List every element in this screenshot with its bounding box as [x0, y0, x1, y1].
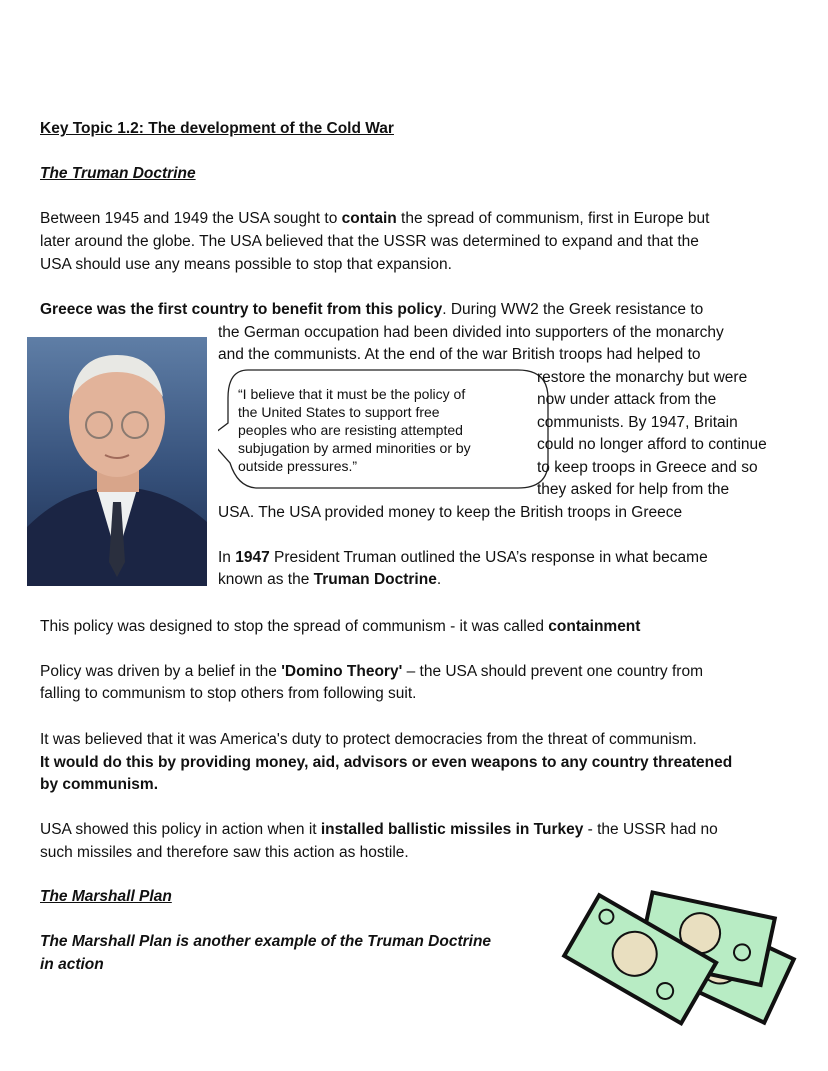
text-segment: could no longer afford to continue: [537, 436, 767, 453]
body-text-line: [40, 843, 409, 863]
text-segment: In: [218, 549, 236, 566]
body-text-line: [40, 617, 640, 637]
text-segment: - the USSR had no: [583, 821, 718, 838]
text-segment: – the USA should prevent one country from: [402, 663, 703, 680]
body-text-line: [537, 390, 716, 410]
text-segment: . During WW2 the Greek resistance to: [442, 301, 704, 318]
body-text-line: [40, 662, 703, 682]
text-segment: This policy was designed to stop the spread of communism - it was called: [40, 618, 549, 635]
body-text-line: [40, 775, 158, 795]
body-text-line: [218, 323, 724, 343]
text-segment: installed ballistic missiles in Turkey: [320, 821, 584, 838]
body-text-line: [40, 932, 491, 952]
text-segment: and the communists. At the end of the war British troops had helped to: [218, 346, 701, 363]
text-segment: Greece was the first country to benefit from this policy: [40, 301, 443, 318]
text-segment: now under attack from the: [537, 391, 717, 408]
body-text-line: [40, 300, 703, 320]
truman-portrait: [27, 337, 207, 586]
text-segment: communists. By 1947, Britain: [537, 414, 738, 431]
text-segment: The Marshall Plan is another example of the Truman Doctrine: [40, 933, 492, 950]
text-segment: Policy was driven by a belief in the: [40, 663, 282, 680]
text-segment: such missiles and therefore saw this action as hostile.: [40, 844, 409, 861]
text-segment: known as the: [218, 571, 314, 588]
body-text-line: [537, 435, 767, 455]
body-text-line: [40, 684, 416, 704]
body-text-line: [218, 345, 701, 365]
body-text-line: [40, 820, 718, 840]
section-title-marshall-plan: The Marshall Plan: [40, 888, 172, 905]
quote-line: outside pressures.”: [238, 458, 358, 474]
section-title-truman-doctrine: The Truman Doctrine: [40, 165, 196, 182]
text-segment: 1947: [235, 549, 270, 566]
text-segment: to keep troops in Greece and so: [537, 459, 758, 476]
body-text-line: [40, 232, 699, 252]
text-segment: by communism.: [40, 776, 158, 793]
quote-line: “I believe that it must be the policy of: [238, 386, 466, 402]
text-segment: in action: [40, 956, 104, 973]
text-segment: USA. The USA provided money to keep the British troops in Greece: [218, 504, 683, 521]
text-segment: later around the globe. The USA believed that the USSR was determined to expand and that the: [40, 233, 699, 250]
text-segment: restore the monarchy but were: [537, 369, 748, 386]
body-text-line: [537, 413, 738, 433]
text-segment: It would do this by providing money, aid, advisors or even weapons to any country threatened: [40, 754, 733, 771]
text-segment: President Truman outlined the USA’s response in what became: [269, 549, 708, 566]
body-text-line: [218, 548, 708, 568]
text-segment: they asked for help from the: [537, 481, 730, 498]
body-text-line: [537, 368, 747, 388]
text-segment: the spread of communism, first in Europe but: [396, 210, 710, 227]
body-text-line: [40, 955, 104, 975]
body-text-line: [537, 458, 758, 478]
text-segment: USA showed this policy in action when it: [40, 821, 321, 838]
text-segment: Between 1945 and 1949 the USA sought to: [40, 210, 342, 227]
text-segment: Truman Doctrine: [313, 571, 437, 588]
text-segment: contain: [341, 210, 397, 227]
quote-line: peoples who are resisting attempted: [238, 422, 463, 438]
body-text-line: [537, 480, 729, 500]
text-segment: USA should use any means possible to stop that expansion.: [40, 256, 452, 273]
body-text-line: [40, 753, 732, 773]
text-segment: falling to communism to stop others from following suit.: [40, 685, 417, 702]
body-text-line: [40, 730, 697, 750]
text-segment: containment: [548, 618, 641, 635]
body-text-line: [40, 255, 452, 275]
quote-line: the United States to support free: [238, 404, 440, 420]
text-segment: 'Domino Theory': [281, 663, 403, 680]
body-text-line: [218, 570, 441, 590]
text-segment: the German occupation had been divided into supporters of the monarchy: [218, 324, 724, 341]
quote-line: subjugation by armed minorities or by: [238, 440, 471, 456]
money-clipart: [558, 888, 798, 1038]
page-heading: Key Topic 1.2: The development of the Cold War: [40, 120, 394, 137]
text-segment: It was believed that it was America's duty to protect democracies from the threat of communism.: [40, 731, 697, 748]
body-text-line: [218, 503, 682, 523]
body-text-line: [40, 209, 709, 229]
text-segment: .: [436, 571, 442, 588]
